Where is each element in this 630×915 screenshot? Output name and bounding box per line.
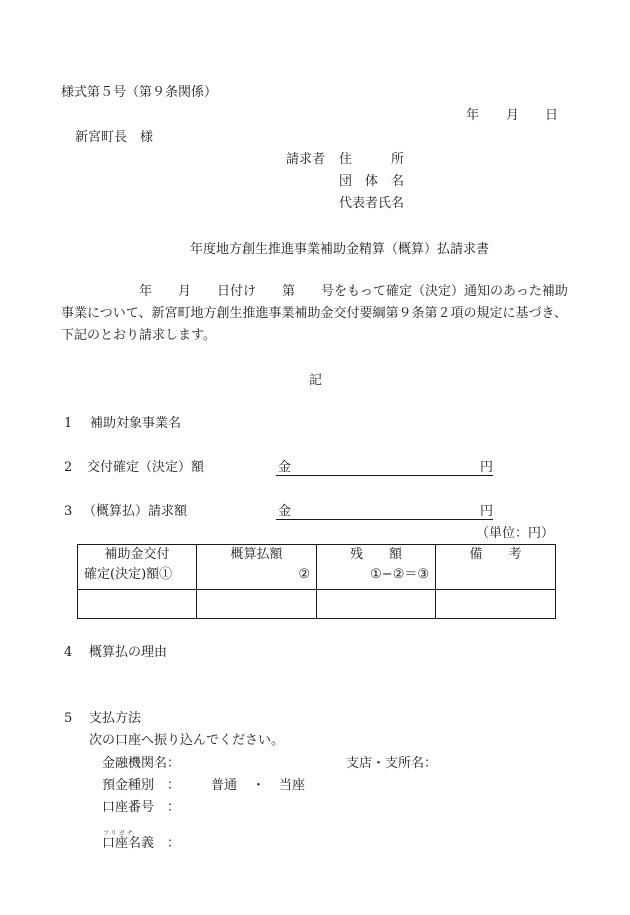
item-3-kin: 金: [278, 504, 292, 519]
confirmed-amount-line1: 補助金交付: [104, 547, 170, 562]
item-4-label: 概算払の理由: [89, 645, 168, 660]
advance-amount-line1: 概算払額: [230, 547, 283, 562]
item-5-number: 5: [64, 711, 73, 726]
branch-name-label: 支店・支所名：: [346, 756, 438, 771]
requester-org-label: 団 体 名: [339, 174, 405, 189]
date-month: 月: [506, 108, 520, 123]
remarks-line1: 備 考: [469, 547, 522, 562]
table-header-row: [78, 545, 556, 590]
addressee: 新宮町長 様: [75, 130, 154, 145]
furigana-annotation: フリガナ: [103, 830, 135, 837]
date-day: 日: [545, 108, 559, 123]
item-1-label: 補助対象事業名: [90, 416, 182, 431]
item-2-label: 交付確定（決定）額: [87, 460, 205, 475]
item-3-number: 3: [64, 504, 73, 519]
item-2-kin: 金: [278, 460, 292, 475]
advance-amount-line2: ②: [298, 567, 310, 582]
document-title: 年度地方創生推進事業補助金精算（概算）払請求書: [190, 242, 490, 257]
balance-line1: 残 額: [349, 547, 402, 562]
balance-line2: ①−②＝③: [370, 567, 429, 582]
form-number: 様式第５号（第９条関係）: [61, 85, 218, 100]
item-3-yen: 円: [480, 504, 494, 519]
body-line-1: 年 月 日付け 第 号をもって確定（決定）通知のあった補助: [61, 284, 568, 299]
item-2-number: 2: [64, 460, 73, 475]
item-2-yen: 円: [480, 460, 494, 475]
table-cell-remarks[interactable]: [436, 590, 556, 619]
table-cell-confirmed-amount[interactable]: [78, 590, 197, 619]
requester-rep-label: 代表者氏名: [339, 196, 405, 211]
account-holder-label: 口座名義 ：: [102, 836, 181, 851]
body-line-3: 下記のとおり請求します。: [61, 328, 216, 343]
table-cell-advance-amount[interactable]: [197, 590, 317, 619]
deposit-type-futsu[interactable]: 普通: [211, 778, 238, 793]
date-year: 年: [466, 108, 480, 123]
table-header-balance: [317, 545, 436, 590]
table-header-advance-amount: [197, 545, 317, 590]
item-3-label: （概算払）請求額: [83, 504, 188, 519]
body-line-2: 事業について、新宮町地方創生推進事業補助金交付要綱第９条第２項の規定に基づき、: [61, 306, 567, 321]
item-2-amount-line: [276, 475, 493, 476]
item-3-amount-line: [276, 519, 493, 520]
unit-note: （単位：円）: [476, 526, 555, 541]
deposit-type-toza[interactable]: 当座: [279, 778, 306, 793]
table-header-remarks: [436, 545, 556, 590]
account-number-label: 口座番号 ：: [102, 800, 181, 815]
payment-instruction: 次の口座へ振り込んでください。: [89, 733, 285, 748]
table-cell-balance[interactable]: [317, 590, 436, 619]
bank-name-label: 金融機関名：: [102, 756, 181, 771]
item-1-number: 1: [64, 416, 73, 431]
deposit-type-label: 預金種別 ：: [102, 778, 181, 793]
item-4-number: 4: [64, 645, 73, 660]
table-header-confirmed-amount: [78, 545, 197, 590]
ki-heading: 記: [309, 373, 323, 388]
deposit-type-separator: ・: [252, 778, 266, 793]
calculation-table: [77, 544, 556, 619]
confirmed-amount-line2: 確定(決定)額①: [84, 567, 173, 582]
table-row: [78, 590, 556, 619]
requester-label: 請求者: [286, 152, 326, 167]
requester-address-label: 住 所: [339, 152, 405, 167]
item-5-label: 支払方法: [89, 711, 142, 726]
